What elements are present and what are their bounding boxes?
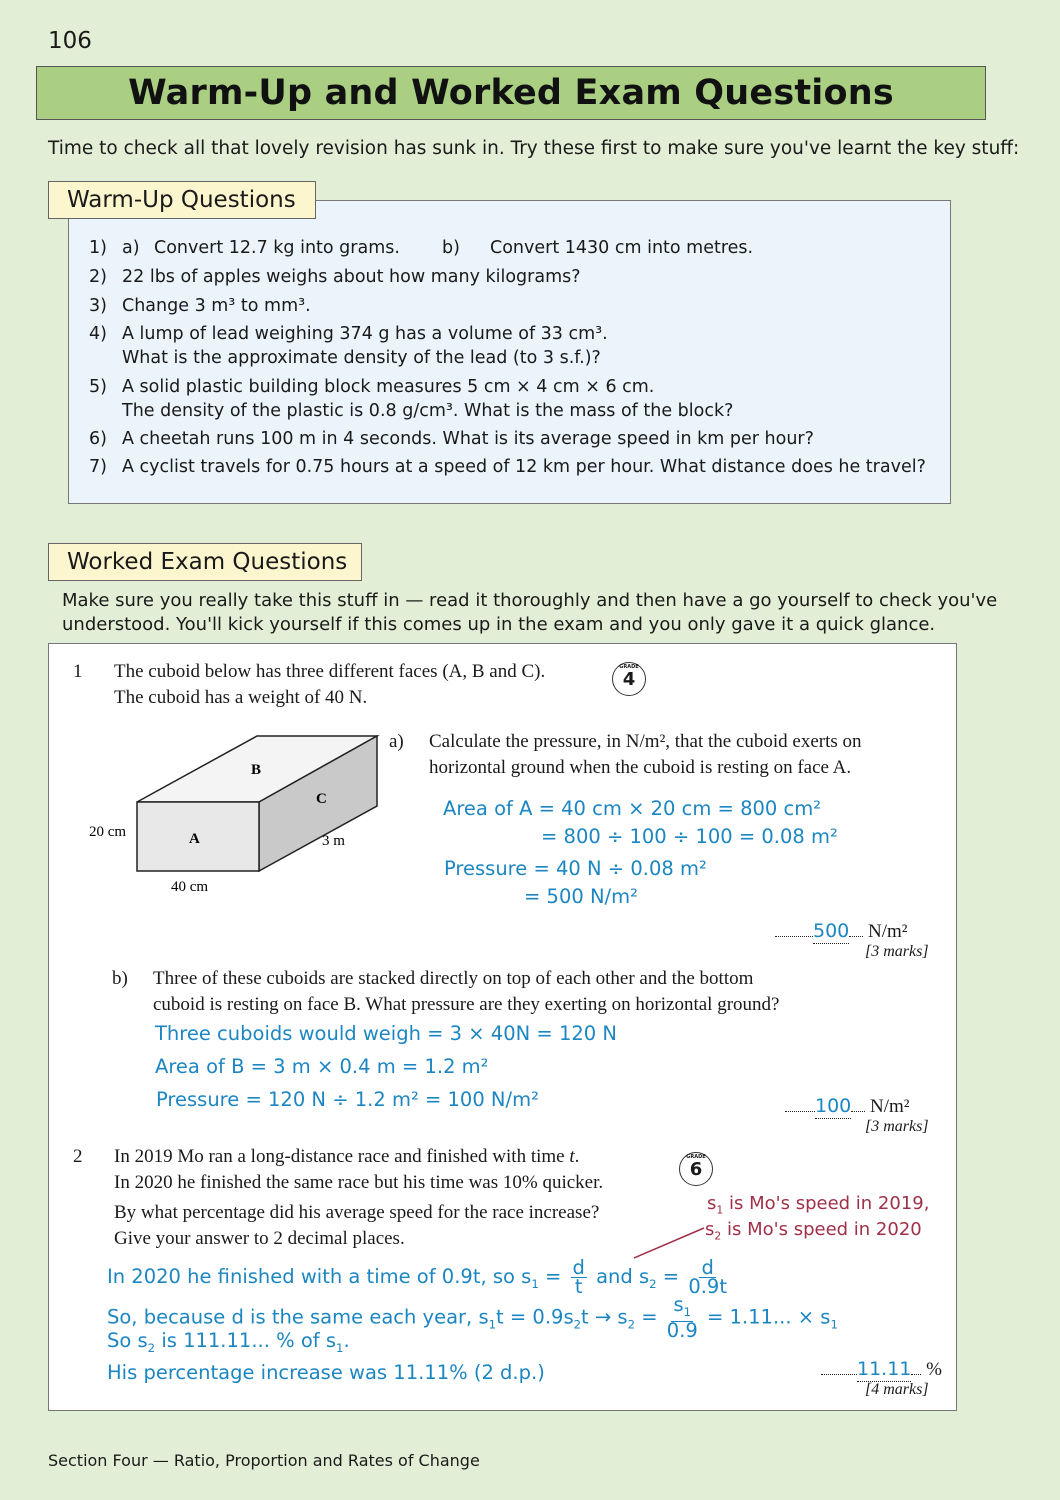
q-number: 4) — [89, 324, 107, 344]
q1a-working: = 500 N/m² — [524, 885, 638, 908]
q1a-marks: [3 marks] — [865, 943, 929, 960]
q-text: The density of the plastic is 0.8 g/cm³. What is the mass of the block? — [122, 401, 734, 421]
q1b-answer-line — [785, 1095, 910, 1119]
grade-badge — [612, 662, 646, 696]
width-label: 40 cm — [171, 879, 209, 894]
q-text: A cheetah runs 100 m in 4 seconds. What is its average speed in km per hour? — [122, 429, 814, 449]
worked-label: Worked Exam Questions — [48, 543, 362, 581]
q2-answer: 11.11 — [857, 1358, 912, 1380]
q2-answer-line — [821, 1358, 942, 1382]
q-number: 3) — [89, 296, 107, 316]
worked-intro — [62, 589, 997, 637]
q1-line: The cuboid has a weight of 40 N. — [114, 687, 368, 708]
q1a-working: Area of A = 40 cm × 20 cm = 800 cm² — [443, 797, 822, 820]
q-text: Change 3 m³ to mm³. — [122, 296, 311, 316]
warmup-label: Warm-Up Questions — [48, 181, 316, 219]
q2-working: So, because d is the same each year, $s_1t = 0.9s_2t \to s_2$ = $\frac{s_1}{0.9}$ = 1.11... × $s_1$ — [107, 1293, 838, 1342]
margin-note: $s_1$ is Mo's speed in 2019, — [707, 1193, 930, 1217]
q2-working-text: So s — [107, 1329, 148, 1352]
q2-line-text: In 2019 Mo ran a long-distance race and finished with time — [114, 1146, 565, 1167]
q2-working-text: So, because d is the same each year, s — [107, 1305, 489, 1329]
q-text: A cyclist travels for 0.75 hours at a speed of 12 km per hour. What distance does he travel? — [122, 457, 926, 477]
q2-number: 2 — [73, 1146, 83, 1167]
q-number: 2) — [89, 267, 107, 287]
grade-number: 4 — [622, 668, 636, 690]
height-label: 20 cm — [89, 824, 127, 840]
q1a-answer-line — [775, 920, 908, 944]
face-a-label: A — [189, 831, 200, 847]
worked-box — [48, 643, 957, 1411]
q1b-line: Three of these cuboids are stacked directly on top of each other and the bottom — [153, 968, 754, 989]
q1a-letter: a) — [389, 731, 404, 752]
q2-working-text: and s — [596, 1265, 650, 1288]
q1b-unit: N/m² — [870, 1096, 910, 1117]
q-text: 22 lbs of apples weighs about how many kilograms? — [122, 267, 581, 287]
q1b-working: Pressure = 120 N ÷ 1.2 m² = 100 N/m² — [156, 1088, 539, 1111]
depth-label: 3 m — [322, 833, 345, 849]
footer: Section Four — Ratio, Proportion and Rates of Change — [48, 1451, 480, 1470]
face-b-label: B — [251, 762, 262, 778]
note-pointer-line — [629, 1224, 709, 1264]
q1a-unit: N/m² — [868, 921, 908, 942]
intro-text: Time to check all that lovely revision has sunk in. Try these first to make sure you've learnt the key stuff: — [48, 138, 1020, 159]
q2-working: In 2020 he finished with a time of 0.9t, so $s_1$ = $\frac{d}{t}$ and $s_2$ = $\frac{d}{0.9t}$ — [107, 1256, 727, 1298]
q1b-marks: [3 marks] — [865, 1118, 929, 1135]
q2-line: Give your answer to 2 decimal places. — [114, 1228, 405, 1249]
q2-line: In 2020 he finished the same race but his time was 10% quicker. — [114, 1172, 604, 1193]
q2-working: His percentage increase was 11.11% (2 d.p.) — [107, 1361, 545, 1384]
grade-label: GRADE — [686, 1154, 706, 1160]
q-number: 5) — [89, 377, 107, 397]
page-title: Warm-Up and Worked Exam Questions — [128, 73, 894, 113]
q1a-answer: 500 — [813, 920, 850, 942]
q1a-letter: a) — [122, 238, 140, 258]
q1b-text: Convert 1430 cm into metres. — [490, 238, 754, 258]
q1b-answer: 100 — [815, 1095, 852, 1117]
page-number: 106 — [48, 28, 92, 54]
worked-intro-line: Make sure you really take this stuff in — read it thoroughly and then have a go yourself to check you've — [62, 590, 998, 611]
q1a-working: = 800 ÷ 100 ÷ 100 = 0.08 m² — [541, 825, 838, 848]
q1b-line: cuboid is resting on face B. What pressure are they exerting on horizontal ground? — [153, 994, 780, 1015]
q-text: A solid plastic building block measures 5 cm × 4 cm × 6 cm. — [122, 377, 655, 397]
margin-note-text: is Mo's speed in 2019, — [729, 1193, 930, 1214]
q2-working-text: is 111.11... % of s — [161, 1329, 336, 1352]
q2-marks: [4 marks] — [865, 1381, 929, 1398]
q2-working-text: = 1.11... × s — [707, 1305, 831, 1329]
q1a-line: horizontal ground when the cuboid is resting on face A. — [429, 757, 852, 778]
margin-note-text: is Mo's speed in 2020 — [727, 1219, 922, 1240]
worked-intro-line: understood. You'll kick yourself if this comes up in the exam and you only gave it a quick glance. — [62, 614, 936, 635]
grade-number: 6 — [689, 1158, 703, 1180]
warmup-box — [68, 200, 951, 504]
q2-unit: % — [926, 1359, 942, 1380]
q2-time-variable: t — [569, 1146, 575, 1167]
face-c-label: C — [316, 791, 327, 807]
q-text: What is the approximate density of the lead (to 3 s.f.)? — [122, 348, 601, 368]
q1a-line: Calculate the pressure, in N/m², that the cuboid exerts on — [429, 731, 862, 752]
q1-line: The cuboid below has three different faces (A, B and C). — [114, 661, 546, 682]
q1b-working: Area of B = 3 m × 0.4 m = 1.2 m² — [155, 1055, 489, 1078]
q1-number: 1 — [73, 661, 83, 682]
margin-note: $s_2$ is Mo's speed in 2020 — [705, 1219, 922, 1243]
q2-line: By what percentage did his average speed for the race increase? — [114, 1202, 600, 1223]
grade-badge — [679, 1152, 713, 1186]
q1a-text: Convert 12.7 kg into grams. — [154, 238, 400, 258]
q1b-letter: b) — [112, 968, 128, 989]
q1a-working: Pressure = 40 N ÷ 0.08 m² — [444, 857, 707, 880]
q-number: 1) — [89, 238, 107, 258]
q-text: A lump of lead weighing 374 g has a volume of 33 cm³. — [122, 324, 608, 344]
page-title-bar — [36, 66, 986, 120]
q2-line: In 2019 Mo ran a long-distance race and finished with time t. — [114, 1146, 580, 1167]
q2-working-text: In 2020 he finished with a time of 0.9t, so s — [107, 1265, 532, 1288]
q2-working: So $s_2$ is 111.11... % of $s_1$. — [107, 1329, 350, 1355]
q-number: 7) — [89, 457, 107, 477]
cuboid-diagram — [79, 724, 419, 894]
grade-label: GRADE — [619, 664, 639, 670]
q1b-working: Three cuboids would weigh = 3 × 40N = 120 N — [155, 1022, 617, 1045]
q-number: 6) — [89, 429, 107, 449]
q1b-letter: b) — [442, 238, 460, 258]
